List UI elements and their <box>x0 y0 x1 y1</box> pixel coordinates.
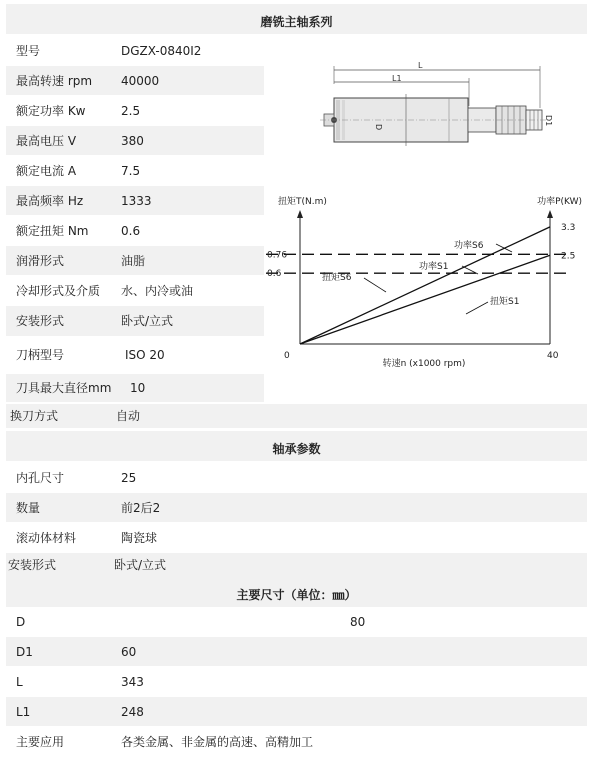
spec-value: 2.5 <box>121 104 141 118</box>
y-axis-left-arrow <box>297 210 303 218</box>
x-tick-label: 40 <box>547 351 559 361</box>
series-line <box>300 227 550 344</box>
dimension-label: D1 <box>16 645 33 659</box>
page-title: 磨铣主轴系列 <box>260 15 333 29</box>
spec-label: 换刀方式 <box>10 409 59 423</box>
y2-tick-label: 2.5 <box>561 251 576 262</box>
label-D: D <box>374 124 383 131</box>
spec-label: 冷却形式及介质 <box>16 284 101 298</box>
spec-value: 1333 <box>121 194 152 208</box>
spec-value: 7.5 <box>121 164 141 178</box>
spec-label: 最高电压 V <box>16 134 77 148</box>
spec-value: 油脂 <box>121 254 146 268</box>
dimension-value: 80 <box>350 615 366 629</box>
spec-value: 卧式/立式 <box>121 314 174 328</box>
bearing-value: 前2后2 <box>121 501 161 515</box>
bearing-value: 25 <box>121 471 137 485</box>
spec-label: 最高转速 rpm <box>16 74 93 88</box>
x-tick-label: 0 <box>284 351 290 361</box>
spindle-drawing <box>264 36 587 182</box>
spec-label: 型号 <box>16 44 41 58</box>
y-tick-label: 0.6 <box>267 269 282 280</box>
dimension-row <box>6 697 587 726</box>
dimension-label: L1 <box>16 705 31 719</box>
y2-tick-label: 3.3 <box>561 222 576 233</box>
dimension-row <box>6 637 587 666</box>
bearing-label: 内孔尺寸 <box>16 471 65 485</box>
dimension-label: 主要应用 <box>16 735 65 749</box>
label-L: L <box>418 61 423 70</box>
spec-row <box>6 404 587 428</box>
bearing-label: 安装形式 <box>8 558 57 572</box>
y-tick-label: 0.76 <box>267 250 288 261</box>
x-axis-label: 转速n (x1000 rpm) <box>382 359 466 369</box>
spec-value: 水、内冷或油 <box>121 284 194 298</box>
label-L1: L1 <box>392 74 402 83</box>
y-axis-right-arrow <box>547 210 553 218</box>
series-label: 扭矩S6 <box>322 273 352 283</box>
bearing-label: 滚动体材料 <box>16 531 77 545</box>
spec-value: 40000 <box>121 74 160 88</box>
spec-label: 润滑形式 <box>16 254 65 268</box>
spec-value: 自动 <box>116 409 141 423</box>
spec-value: DGZX-0840I2 <box>121 44 202 58</box>
dims-title: 主要尺寸（单位：㎜） <box>236 588 357 602</box>
spindle-diagram <box>264 36 587 182</box>
dimension-label: D <box>16 615 26 629</box>
series-label: 扭矩S1 <box>490 297 520 307</box>
spec-label: 额定功率 Kw <box>16 104 86 118</box>
dimension-row <box>6 607 587 636</box>
bearing-row <box>6 553 587 577</box>
series-leader <box>466 302 488 314</box>
label-D1: D1 <box>544 115 553 127</box>
dimension-value: 各类金属、非金属的高速、高精加工 <box>121 735 314 749</box>
spec-value: 380 <box>121 134 144 148</box>
series-leader <box>364 278 386 292</box>
bearing-row <box>6 463 587 492</box>
spec-label: 额定电流 A <box>16 164 77 178</box>
bearing-row <box>6 523 587 552</box>
dimension-value: 343 <box>121 675 144 689</box>
spec-label: 刀具最大直径mm <box>16 381 112 395</box>
dimension-value: 248 <box>121 705 144 719</box>
bearing-label: 数量 <box>16 501 41 515</box>
dimension-row <box>6 667 587 696</box>
dimension-value: 60 <box>121 645 137 659</box>
y2-axis-label: 功率P(KW) <box>537 197 582 207</box>
torque-power-chart <box>264 186 587 374</box>
spec-value: 10 <box>130 381 146 395</box>
chart-svg <box>264 186 587 374</box>
spec-label: 最高频率 Hz <box>16 194 84 208</box>
spec-label: 额定扭矩 Nm <box>16 224 89 238</box>
bearing-value: 卧式/立式 <box>114 558 167 572</box>
bearing-row <box>6 493 587 522</box>
y-axis-label: 扭矩T(N.m) <box>278 197 327 207</box>
series-label: 功率S1 <box>419 262 449 272</box>
spec-value: 0.6 <box>121 224 141 238</box>
spec-value: ISO 20 <box>125 348 165 362</box>
bearing-value: 陶瓷球 <box>121 531 158 545</box>
spec-label: 刀柄型号 <box>16 348 65 362</box>
dimension-label: L <box>16 675 23 689</box>
bearing-title: 轴承参数 <box>272 442 321 456</box>
series-label: 功率S6 <box>454 241 484 251</box>
spec-label: 安装形式 <box>16 314 65 328</box>
